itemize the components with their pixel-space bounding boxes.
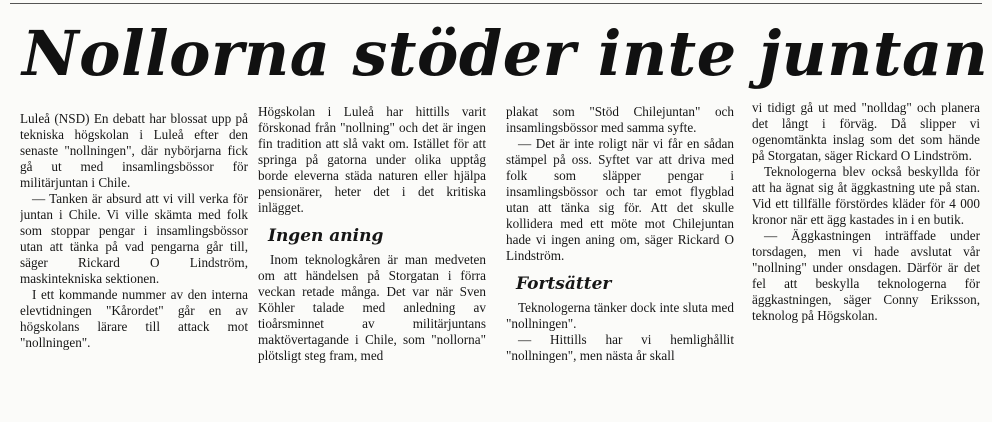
paragraph: Inom teknologkåren är man medveten om att händelsen på Storgatan i förra veckan retade många. Det var när Sven Köhler talade med anledning av tioårsminnet av militärjuntans maktövertagande i Chile, som "nollorna" plötsligt steg fram, med bbox=[258, 252, 486, 363]
paragraph: I ett kommande nummer av den interna elevtidningen "Kårordet" går en av högskolans lärare till attack mot "nollningen". bbox=[20, 287, 248, 350]
headline: Nollorna stöder inte juntan bbox=[22, 17, 989, 90]
paragraph: plakat som "Stöd Chilejuntan" och insamlingsbössor med samma syfte. bbox=[506, 104, 734, 135]
paragraph: vi tidigt gå ut med "nolldag" och planera det långt i förväg. Då slipper vi ogenomtänkta inslag som det som hände på Storgatan, säger Rickard O Lindström. bbox=[752, 100, 980, 163]
paragraph: Luleå (NSD) En debatt har blossat upp på tekniska högskolan i Luleå efter den senaste "nollningen", där nybörjarna fick gå ut med insamlingsbössor för militärjuntan i Chile. bbox=[20, 111, 248, 190]
paragraph: — Det är inte roligt när vi får en sådan stämpel på oss. Syftet var att driva med folk som släpper pengar i insamlingsbössor och tar emot flygblad utan att tänka sig för. Att det skulle kollidera med ett möte mot Chilejuntan hade vi ingen aning om, säger Rickard O Lindström. bbox=[506, 136, 734, 263]
paragraph: Teknologerna tänker dock inte sluta med "nollningen". bbox=[506, 300, 734, 331]
paragraph: — Hittills har vi hemlighållit "nollningen", men nästa år skall bbox=[506, 332, 734, 363]
top-rule bbox=[10, 3, 982, 4]
column-2 bbox=[258, 104, 486, 422]
paragraph: Högskolan i Luleå har hittills varit förskonad från "nollning" och det är ingen fin tradition att slå vakt om. Istället för att springa på gatorna under olika upptåg borde eleverna städa naturen eller hjälpa pensionärer, heter det i det kritiska inlägget. bbox=[258, 104, 486, 215]
subheading-fortsatter: Fortsätter bbox=[516, 274, 612, 294]
paragraph: — Tanken är absurd att vi vill verka för juntan i Chile. Vi ville skämta med folk som stoppar pengar i insamlingsbössor utan att tänka på vad pengarna går till, säger Rickard O Lindström, maskintekniska sektionen. bbox=[20, 191, 248, 286]
paragraph: — Äggkastningen inträffade under torsdagen, men vi hade avslutat vår "nollning" under onsdagen. Därför är det fel att beskylla teknologerna för äggkastningen, säger Conny Eriksson, teknolog på Högskolan. bbox=[752, 228, 980, 323]
column-4 bbox=[752, 100, 980, 418]
column-1 bbox=[20, 111, 248, 422]
paragraph: Teknologerna blev också beskyllda för att ha ägnat sig åt äggkastning ute på stan. Vid ett tillfälle förstördes kläder för 4 000 kronor när ett ägg kastades in i en butik. bbox=[752, 164, 980, 227]
subheading-ingen-aning: Ingen aning bbox=[268, 226, 384, 246]
column-3 bbox=[506, 104, 734, 422]
